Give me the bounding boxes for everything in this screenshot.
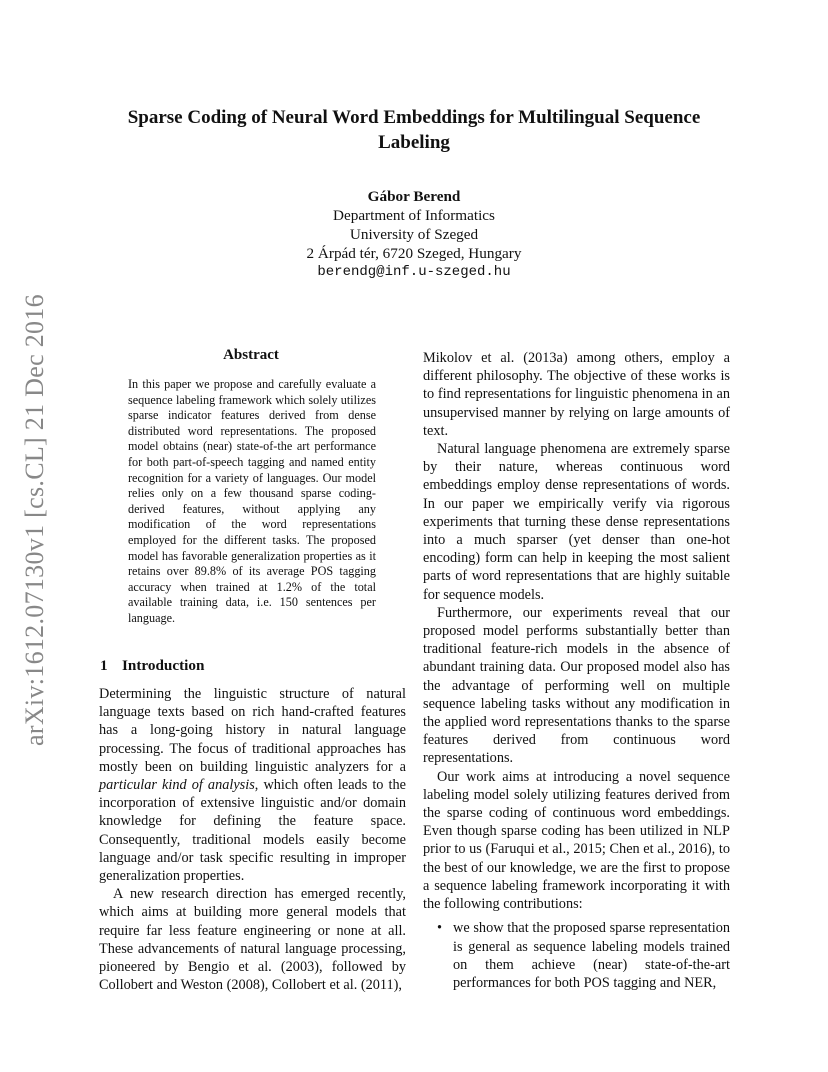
abstract-text: In this paper we propose and carefully evaluate a sequence labeling framework which solely utilizes sparse indicator features derived from dense distributed word representations. The proposed model obtains (near) state-of-the art performance for both part-of-speech tagging and named entity recognition for a variety of languages. Our model relies only on a few thousand sparse coding-derived features, without applying any modification of the word representations employed for the different tasks. The proposed model has favorable generalization properties as it retains over 89.8% of its average POS tagging accuracy when trained at 1.2% of the total available training data, i.e. 150 sentences per language. xyxy=(128,377,376,625)
author-name: Gábor Berend xyxy=(367,188,461,205)
right-column-body xyxy=(423,349,730,992)
abstract-heading: Abstract xyxy=(223,347,279,363)
section-title: Introduction xyxy=(122,657,205,674)
intro-paragraph-2-continued: Mikolov et al. (2013a) among others, employ a different philosophy. The objective of these works is to find representations for linguistic phenomena in an unsupervised manner by relying on large amounts of text. xyxy=(423,350,730,439)
intro-paragraph-4: Furthermore, our experiments reveal that our proposed model performs substantially better than traditional feature-rich models in the absence of abundant training data. Our proposed model also has the advantage of performing well on multiple sequence labeling tasks without any modification in the applied word representations thanks to the sparse features derived from continuous word representations. xyxy=(423,604,730,767)
intro-paragraph-3: Natural language phenomena are extremely sparse by their nature, whereas continuous word embeddings employ dense representations of words. In our paper we empirically verify via rigorous experiments that turning these dense representations into a much sparser (yet denser than one-hot encoding) form can help in keeping the most salient parts of word representations that are highly suitable for sequence models. xyxy=(423,441,730,603)
intro-p1-end: , which often leads to the incorporation of extensive linguistic and/or domain knowledge for defining the feature space. Consequently, traditional models easily become language and/or task specific resulting in improper generalization properties. xyxy=(99,777,406,885)
author-university: University of Szeged xyxy=(349,226,479,243)
intro-paragraph-5: Our work aims at introducing a novel sequence labeling model solely utilizing features derived from the sparse coding of continuous word embeddings. Even though sparse coding has been utilized in NLP prior to us (Faruqui et al., 2015; Chen et al., 2016), to the best of our knowledge, we are the first to propose a sequence labeling framework incorporating it with the following contributions: xyxy=(423,768,730,913)
intro-p1-start: Determining the linguistic structure of natural language texts based on rich hand-crafted features has a long-going history in natural language processing. The focus of traditional approaches has mostly been on building linguistic analyzers for a xyxy=(99,686,406,775)
author-email: berendg@inf.u-szeged.hu xyxy=(317,264,511,280)
author-block xyxy=(200,187,628,282)
arxiv-identifier xyxy=(18,285,52,755)
intro-paragraph-2: A new research direction has emerged recently, which aims at building more general models that require far less feature engineering or none at all. These advancements of natural language processing, pioneered by Bengio et al. (2003), followed by Collobert and Weston (2008), Collobert et al. (2011), xyxy=(99,886,406,994)
arxiv-identifier-text: arXiv:1612.07130v1 [cs.CL] 21 Dec 2016 xyxy=(20,294,50,746)
left-column-body xyxy=(99,685,406,994)
contributions-list xyxy=(423,919,730,992)
author-address: 2 Árpád tér, 6720 Szeged, Hungary xyxy=(306,245,522,262)
contribution-item: • we show that the proposed sparse representation is general as sequence labeling models trained on them achieve (near) state-of-the-art performances for both POS tagging and NER, xyxy=(453,919,730,992)
section-heading xyxy=(100,657,204,675)
paper-title: Sparse Coding of Neural Word Embeddings for Multilingual Sequence Labeling xyxy=(127,107,701,153)
section-number: 1 xyxy=(100,657,108,674)
intro-paragraph-1 xyxy=(99,685,406,885)
intro-p1-emphasis: particular kind of analysis xyxy=(99,777,255,794)
author-department: Department of Informatics xyxy=(333,207,495,224)
